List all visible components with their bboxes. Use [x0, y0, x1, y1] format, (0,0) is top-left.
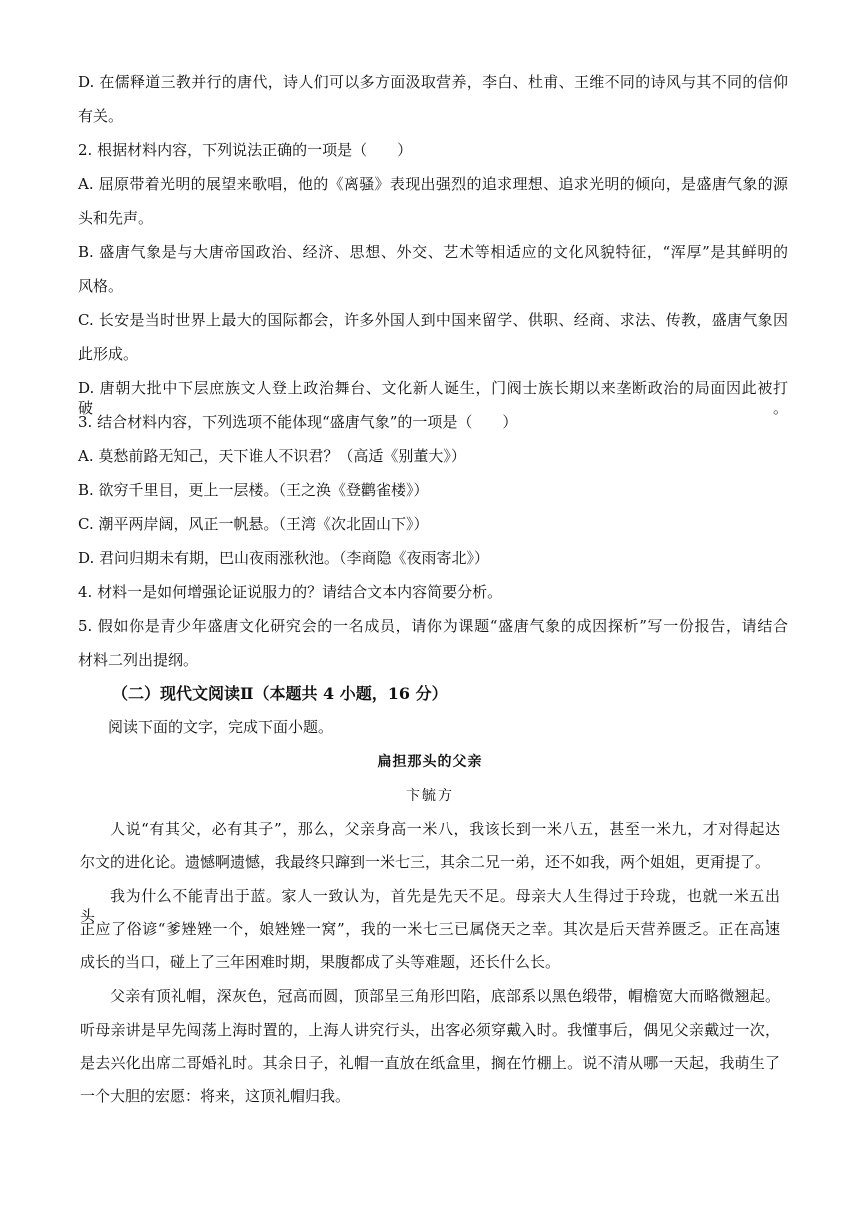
q2-option-a-line1: A. 屈原带着光明的展望来歌唱，他的《离骚》表现出强烈的追求理想、追求光明的倾向，是盛唐气象的源 — [78, 175, 788, 193]
essay-author: 卞毓方 — [406, 788, 454, 804]
q2-option-a-line2: 头和先声。 — [78, 209, 154, 227]
essay-paragraph-1-line2: 尔文的进化论。遗憾啊遗憾，我最终只蹿到一米七三，其余二兄一弟，还不如我，两个姐姐，更甭提了。 — [80, 853, 771, 871]
essay-paragraph-2-line1: 我为什么不能青出于蓝。家人一致认为，首先是先天不足。母亲大人生得过于玲珑，也就一米五出头， — [80, 887, 780, 925]
q2-stem: 2. 根据材料内容，下列说法正确的一项是（ ） — [78, 141, 413, 159]
q2-option-b-line1: B. 盛唐气象是与大唐帝国政治、经济、思想、外交、艺术等相适应的文化风貌特征，“浑厚”是其鲜明的 — [78, 243, 788, 261]
essay-paragraph-3-line3: 是去兴化出席二哥婚礼时。其余日子，礼帽一直放在纸盒里，搁在竹棚上。说不清从哪一天起，我萌生了 — [80, 1054, 780, 1072]
q3-option-c: C. 潮平两岸阔，风正一帆悬。（王湾《次北固山下》） — [78, 515, 429, 533]
q3-option-a: A. 莫愁前路无知己，天下谁人不识君？（高适《别董大》） — [78, 447, 466, 465]
essay-paragraph-2-line2: 正应了俗谚“爹矬矬一个，娘矬矬一窝”，我的一米七三已属侥天之幸。其次是后天营养匮乏。正在高速 — [80, 920, 780, 938]
q2-option-b-line2: 风格。 — [78, 277, 124, 295]
essay-title: 扁担那头的父亲 — [377, 754, 483, 770]
q3-option-d: D. 君问归期未有期，巴山夜雨涨秋池。（李商隐《夜雨寄北》） — [78, 549, 490, 567]
q5-line2: 材料二列出提纲。 — [78, 651, 199, 669]
q2-option-d: D. 唐朝大批中下层庶族文人登上政治舞台、文化新人诞生，门阀士族长期以来垄断政治的局面因此被打破。 — [78, 379, 788, 417]
q3-option-b: B. 欲穷千里目，更上一层楼。（王之涣《登鹳雀楼》） — [78, 481, 429, 499]
essay-paragraph-2-line3: 成长的当口，碰上了三年困难时期，果腹都成了头等难题，还长什么长。 — [80, 953, 561, 971]
essay-paragraph-3-line4: 一个大胆的宏愿：将来，这顶礼帽归我。 — [80, 1087, 351, 1105]
q2-option-c-line1: C. 长安是当时世界上最大的国际都会，许多外国人到中国来留学、供职、经商、求法、传教，盛唐气象因 — [78, 311, 788, 329]
essay-paragraph-3-line1: 父亲有顶礼帽，深灰色，冠高而圆，顶部呈三角形凹陷，底部系以黑色缎带，帽檐宽大而略微翘起。 — [110, 987, 780, 1005]
q3-stem: 3. 结合材料内容，下列选项不能体现“盛唐气象”的一项是（ ） — [78, 413, 518, 431]
essay-paragraph-1-line1: 人说“有其父，必有其子”，那么，父亲身高一米八，我该长到一米八五，甚至一米九，才对得起达 — [110, 820, 780, 838]
q2-option-c-line2: 此形成。 — [78, 345, 139, 363]
q5-line1: 5. 假如你是青少年盛唐文化研究会的一名成员，请你为课题“盛唐气象的成因探析”写一份报告，请结合 — [78, 617, 788, 635]
q4-stem: 4. 材料一是如何增强论证说服力的？请结合文本内容简要分析。 — [78, 583, 503, 601]
q1-option-d-line2: 有关。 — [78, 107, 124, 125]
q1-option-d-line1: D. 在儒释道三教并行的唐代，诗人们可以多方面汲取营养，李白、杜甫、王维不同的诗风与其不同的信仰 — [78, 73, 788, 91]
essay-paragraph-3-line2: 听母亲讲是早先闯荡上海时置的，上海人讲究行头，出客必须穿戴入时。我懂事后，偶见父亲戴过一次， — [80, 1021, 780, 1039]
section-intro: 阅读下面的文字，完成下面小题。 — [108, 718, 334, 736]
section-heading: （二）现代文阅读Ⅱ（本题共 4 小题，16 分） — [112, 684, 448, 703]
